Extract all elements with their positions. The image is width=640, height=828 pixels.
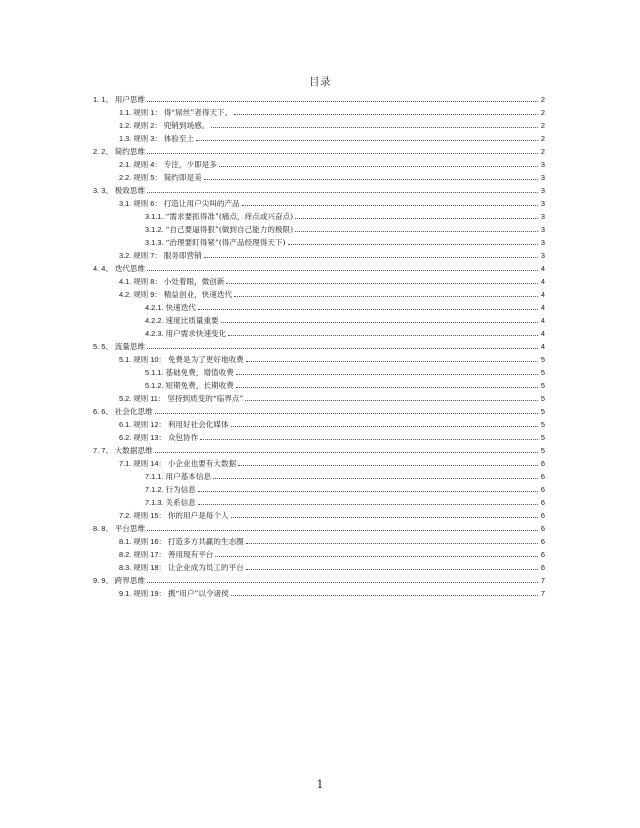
- toc-dot-leader: [147, 191, 538, 193]
- toc-dot-leader: [147, 152, 538, 154]
- toc-entry[interactable]: [119, 585, 545, 598]
- toc-dot-leader: [228, 334, 538, 336]
- toc-entry-title: 体验至上: [163, 134, 195, 143]
- toc-entry-title: 服务即营销: [163, 251, 202, 260]
- toc-entry-page: 5: [540, 446, 545, 455]
- toc-entry-title: 兜销到场感。: [163, 121, 210, 130]
- toc-dot-leader: [215, 555, 538, 557]
- toc-entry-number: 2.1. 规则 4：: [119, 160, 162, 169]
- toc-entry-title: 速度比质量重要: [165, 316, 219, 325]
- toc-entry-title: 你的用户是每个人: [167, 511, 229, 520]
- toc-entry-number: 4.2.3.: [145, 329, 164, 338]
- toc-entry-page: 5: [540, 433, 545, 442]
- toc-entry-page: 4: [540, 277, 545, 286]
- toc-entry-number: 7.1. 规则 14：: [119, 459, 166, 468]
- toc-entry[interactable]: [93, 442, 545, 455]
- toc-entry-number: 5.2. 规则 11：: [119, 394, 166, 403]
- toc-entry-title: 快速迭代: [165, 303, 196, 312]
- toc-entry-title: 携“用户”以令诸侯: [167, 589, 229, 598]
- toc-entry-page: 6: [540, 511, 545, 520]
- toc-entry-number: 3.1.2.: [145, 225, 164, 234]
- toc-entry[interactable]: [119, 390, 545, 403]
- toc-entry[interactable]: [119, 559, 545, 572]
- toc-entry-title: “需求要抓得准”(痛点，痒点或兴奋点): [165, 212, 294, 221]
- toc-entry-title: 善用现有平台: [167, 550, 214, 559]
- toc-entry-number: 1.3. 规则 3：: [119, 134, 162, 143]
- toc-dot-leader: [204, 256, 538, 258]
- toc-entry-number: 3.1. 规则 6：: [119, 199, 162, 208]
- toc-entry[interactable]: [93, 260, 545, 273]
- toc-entry-page: 6: [540, 485, 545, 494]
- toc-entry-title: “治理要盯得紧”(得产品经理得天下): [165, 238, 286, 247]
- toc-entry-number: 8.1. 规则 16：: [119, 537, 166, 546]
- toc-entry-page: 5: [540, 394, 545, 403]
- toc-dot-leader: [246, 542, 538, 544]
- toc-entry[interactable]: [145, 208, 545, 221]
- toc-entry-page: 6: [540, 498, 545, 507]
- toc-entry[interactable]: [93, 403, 545, 416]
- toc-entry[interactable]: [119, 156, 545, 169]
- toc-entry[interactable]: [119, 169, 545, 182]
- toc-dot-leader: [147, 581, 538, 583]
- page-number: 1: [316, 778, 324, 791]
- toc-entry-title: 行为信息: [165, 485, 196, 494]
- toc-entry-page: 3: [540, 160, 545, 169]
- toc-entry-page: 6: [540, 459, 545, 468]
- toc-entry-page: 5: [540, 407, 545, 416]
- toc-entry[interactable]: [119, 351, 545, 364]
- toc-entry-number: 6. 6、: [93, 407, 113, 416]
- toc-entry-title: 基础免费，增值收费: [165, 368, 234, 377]
- toc-entry-title: 专注，少即是多: [163, 160, 217, 169]
- toc-entry-number: 1.1. 规则 1：: [119, 108, 162, 117]
- toc-entry[interactable]: [119, 429, 545, 442]
- toc-entry-number: 9. 9、: [93, 576, 113, 585]
- toc-entry-title: 精益创业，快速迭代: [163, 290, 233, 299]
- toc-entry[interactable]: [119, 117, 545, 130]
- toc-dot-leader: [155, 451, 538, 453]
- toc-entry[interactable]: [93, 91, 545, 104]
- toc-entry[interactable]: [119, 455, 545, 468]
- toc-entry-page: 4: [540, 329, 545, 338]
- toc-entry[interactable]: [119, 507, 545, 520]
- toc-entry[interactable]: [119, 533, 545, 546]
- toc-dot-leader: [238, 464, 538, 466]
- toc-dot-leader: [245, 399, 538, 401]
- toc-dot-leader: [198, 308, 538, 310]
- toc-entry-page: 2: [540, 134, 545, 143]
- toc-entry-number: 8.2. 规则 17：: [119, 550, 166, 559]
- toc-entry-number: 8. 8、: [93, 524, 113, 533]
- toc-dot-leader: [295, 217, 538, 219]
- toc-entry-title: 利用好社会化媒体: [167, 420, 229, 429]
- toc-entry-title: 坚持到质变的“临界点”: [167, 394, 244, 403]
- toc-entry-page: 6: [540, 563, 545, 572]
- toc-entry[interactable]: [145, 312, 545, 325]
- toc-entry-page: 3: [540, 251, 545, 260]
- toc-entry-title: 免费是为了更好地收费: [167, 355, 244, 364]
- toc-entry-page: 4: [540, 342, 545, 351]
- toc-entry-page: 5: [540, 420, 545, 429]
- toc-entry-page: 3: [540, 212, 545, 221]
- toc-entry-page: 3: [540, 238, 545, 247]
- toc-entry-page: 3: [540, 186, 545, 195]
- toc-entry-page: 3: [540, 173, 545, 182]
- toc-entry-number: 5.1.2.: [145, 381, 164, 390]
- toc-entry-page: 7: [540, 589, 545, 598]
- toc-entry-number: 4.2.2.: [145, 316, 164, 325]
- toc-entry[interactable]: [145, 299, 545, 312]
- toc-entry-number: 5.1. 规则 10：: [119, 355, 166, 364]
- toc-entry-title: 社会化思维: [114, 407, 153, 416]
- toc-dot-leader: [221, 321, 538, 323]
- toc-entry-number: 1. 1、: [93, 95, 113, 104]
- toc-entry-title: 用户基本信息: [165, 472, 212, 481]
- toc-entry-number: 3. 3、: [93, 186, 113, 195]
- toc-entry[interactable]: [145, 468, 545, 481]
- toc-entry-page: 5: [540, 381, 545, 390]
- toc-entry[interactable]: [93, 520, 545, 533]
- toc-dot-leader: [147, 529, 538, 531]
- toc-dot-leader: [147, 269, 538, 271]
- toc-entry-number: 3.1.1.: [145, 212, 164, 221]
- toc-entry[interactable]: [93, 182, 545, 195]
- toc-dot-leader: [246, 568, 538, 570]
- toc-entry-number: 6.1. 规则 12：: [119, 420, 166, 429]
- toc-entry-page: 5: [540, 368, 545, 377]
- toc-entry-page: 5: [540, 355, 545, 364]
- toc-entry-title: 极致思维: [114, 186, 146, 195]
- toc-dot-leader: [246, 360, 538, 362]
- toc-entry-title: 平台思维: [114, 524, 146, 533]
- toc-title: 目录: [309, 76, 331, 88]
- toc-entry-title: 让企业成为员工的平台: [167, 563, 244, 572]
- toc-dot-leader: [155, 412, 538, 414]
- toc-entry-number: 1.2. 规则 2：: [119, 121, 162, 130]
- toc-entry-number: 7.2. 规则 15：: [119, 511, 166, 520]
- toc-entry-title: 小处着眼，微创新: [163, 277, 225, 286]
- toc-entry-title: 众包协作: [167, 433, 199, 442]
- toc-entry[interactable]: [145, 481, 545, 494]
- toc-entry-title: 打造多方共赢的生态圈: [167, 537, 244, 546]
- toc-entry-page: 3: [540, 225, 545, 234]
- toc-dot-leader: [231, 594, 538, 596]
- toc-entry-page: 4: [540, 303, 545, 312]
- toc-dot-leader: [236, 386, 538, 388]
- toc-entry-number: 2.2. 规则 5：: [119, 173, 162, 182]
- toc-entry-number: 8.3. 规则 18：: [119, 563, 166, 572]
- toc-entry-title: 得“屌丝”者得天下。: [163, 108, 233, 117]
- toc-entry[interactable]: [145, 234, 545, 247]
- toc-entry[interactable]: [145, 325, 545, 338]
- toc-dot-leader: [204, 178, 538, 180]
- toc-entry[interactable]: [93, 143, 545, 156]
- toc-entry-number: 4. 4、: [93, 264, 113, 273]
- toc-entry-title: 迭代思维: [114, 264, 146, 273]
- toc-entry-page: 7: [540, 576, 545, 585]
- toc-dot-leader: [211, 126, 538, 128]
- toc-dot-leader: [231, 425, 538, 427]
- toc-entry-page: 2: [540, 95, 545, 104]
- toc-entry-number: 4.1. 规则 8：: [119, 277, 162, 286]
- toc-entry-page: 6: [540, 550, 545, 559]
- toc-entry-title: 跨界思维: [114, 576, 146, 585]
- toc-dot-leader: [213, 477, 538, 479]
- toc-dot-leader: [295, 230, 538, 232]
- toc-dot-leader: [226, 282, 538, 284]
- toc-entry[interactable]: [93, 572, 545, 585]
- toc-entry-title: 用户思维: [114, 95, 146, 104]
- toc-entry-title: 短期免费，长期收费: [165, 381, 234, 390]
- toc-dot-leader: [231, 516, 538, 518]
- toc-entry[interactable]: [119, 130, 545, 143]
- toc-dot-leader: [196, 139, 538, 141]
- toc-dot-leader: [234, 295, 538, 297]
- toc-entry-page: 4: [540, 264, 545, 273]
- toc-entry[interactable]: [119, 195, 545, 208]
- toc-dot-leader: [198, 503, 538, 505]
- toc-entry-page: 6: [540, 537, 545, 546]
- toc-entry-number: 5.1.1.: [145, 368, 164, 377]
- toc-entry-title: 小企业也要有大数据: [167, 459, 237, 468]
- toc-entry-page: 2: [540, 108, 545, 117]
- toc-entry-title: 关系信息: [165, 498, 196, 507]
- toc-entry-number: 4.2. 规则 9：: [119, 290, 162, 299]
- toc-dot-leader: [147, 100, 538, 102]
- toc-entry-number: 7.1.1.: [145, 472, 164, 481]
- toc-entry-number: 5. 5、: [93, 342, 113, 351]
- toc-entry-title: “自己要逼得狠”(做到自己能力的极限): [165, 225, 294, 234]
- toc-entry-title: 简约思维: [114, 147, 146, 156]
- toc-entry-number: 7. 7、: [93, 446, 113, 455]
- toc-dot-leader: [236, 373, 538, 375]
- toc-entry-number: 2. 2、: [93, 147, 113, 156]
- toc-entry-page: 2: [540, 147, 545, 156]
- toc-entry[interactable]: [119, 286, 545, 299]
- toc-entry-page: 2: [540, 121, 545, 130]
- toc-entry[interactable]: [119, 416, 545, 429]
- toc-entry[interactable]: [119, 546, 545, 559]
- toc-entry-number: 3.1.3.: [145, 238, 164, 247]
- toc-entry-number: 4.2.1.: [145, 303, 164, 312]
- toc-entry-number: 6.2. 规则 13：: [119, 433, 166, 442]
- toc-entry[interactable]: [145, 377, 545, 390]
- toc-entry-page: 4: [540, 290, 545, 299]
- toc-entry-number: 7.1.3.: [145, 498, 164, 507]
- toc-entry-page: 3: [540, 199, 545, 208]
- toc-entry[interactable]: [145, 221, 545, 234]
- toc-entry-title: 流量思维: [114, 342, 146, 351]
- toc-dot-leader: [242, 204, 538, 206]
- toc-entry[interactable]: [119, 273, 545, 286]
- toc-entry-page: 6: [540, 524, 545, 533]
- toc-dot-leader: [288, 243, 538, 245]
- toc-entry-page: 4: [540, 316, 545, 325]
- toc-dot-leader: [219, 165, 538, 167]
- toc-entry-title: 简约即是美: [163, 173, 202, 182]
- toc-dot-leader: [200, 438, 538, 440]
- toc-entry[interactable]: [93, 338, 545, 351]
- toc-entry-number: 7.1.2.: [145, 485, 164, 494]
- toc-entry[interactable]: [145, 364, 545, 377]
- toc-entry-number: 3.2. 规则 7：: [119, 251, 162, 260]
- toc-entry[interactable]: [119, 247, 545, 260]
- toc-entry[interactable]: [119, 104, 545, 117]
- toc-entry-title: 大数据思维: [114, 446, 153, 455]
- toc-dot-leader: [234, 113, 538, 115]
- toc-entry-page: 6: [540, 472, 545, 481]
- toc-dot-leader: [198, 490, 538, 492]
- toc-entry-number: 9.1. 规则 19：: [119, 589, 166, 598]
- toc-entry-title: 打造让用户尖叫的产品: [163, 199, 240, 208]
- toc-entry[interactable]: [145, 494, 545, 507]
- toc-entry-title: 用户需求快速变化: [165, 329, 227, 338]
- toc-dot-leader: [147, 347, 538, 349]
